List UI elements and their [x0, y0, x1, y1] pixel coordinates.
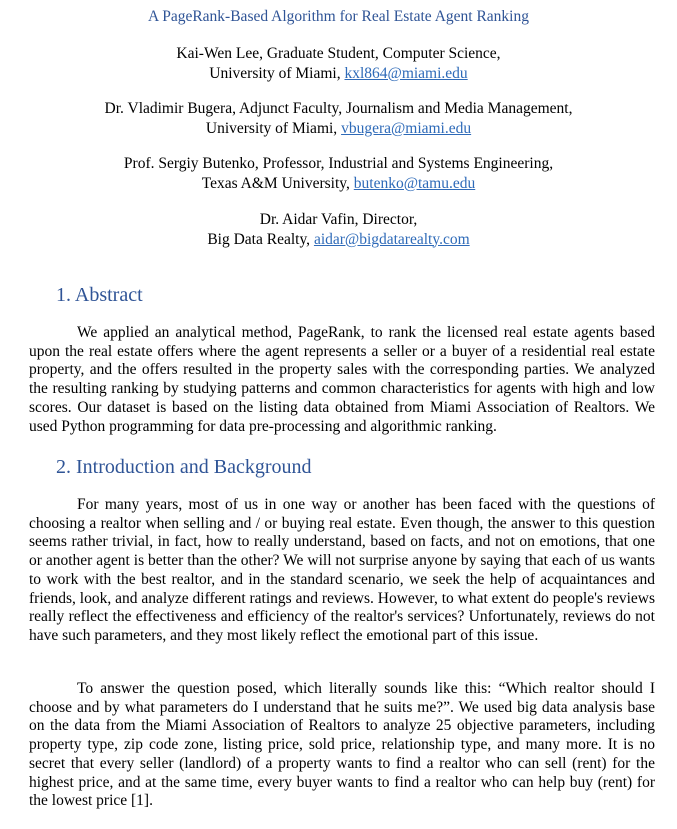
author-1-email-link[interactable]: kxl864@miami.edu	[344, 64, 468, 82]
author-block-3	[0, 154, 677, 193]
author-1-line1: Kai-Wen Lee, Graduate Student, Computer Science,	[176, 45, 501, 62]
author-2-affiliation: University of Miami,	[205, 119, 342, 137]
author-block-1	[0, 44, 677, 83]
paper-title: A PageRank-Based Algorithm for Real Estate Agent Ranking	[148, 8, 529, 25]
intro-paragraph-2: To answer the question posed, which literally sounds like this: “Which realtor should I choose and by what parameters do I understand that he suits me?”. We used big data analysis base on the data from the Miami Association of Realtors to analyze 25 objective parameters, including property type, zip code zone, listing price, sold price, relationship type, and many more. It is no secret that every seller (landlord) of a property wants to find a realtor who can sell (rent) for the highest price, and at the same time, every buyer wants to find a realtor who can help buy (rent) for the lowest price [1].	[29, 680, 655, 810]
author-block-4	[0, 210, 677, 249]
author-4-email-link[interactable]: aidar@bigdatarealty.com	[313, 230, 470, 248]
author-block-2	[0, 99, 677, 138]
author-4-line1: Dr. Aidar Vafin, Director,	[259, 211, 418, 228]
author-3-email-link[interactable]: butenko@tamu.edu	[353, 174, 476, 192]
author-3-line1: Prof. Sergiy Butenko, Professor, Industrial and Systems Engineering,	[123, 155, 554, 172]
author-1-affiliation: University of Miami,	[209, 64, 345, 82]
section-heading-introduction: 2. Introduction and Background	[56, 456, 312, 478]
abstract-paragraph: We applied an analytical method, PageRank, to rank the licensed real estate agents based upon the real estate offers where the agent represents a seller or a buyer of a residential real estate property, and the offers resulted in the property sales with the corresponding parties. We analyzed the resulting ranking by studying patterns and common characteristics for agents with high and low scores. Our dataset is based on the listing data obtained from Miami Association of Realtors. We used Python programming for data pre-processing and algorithmic ranking.	[29, 324, 655, 435]
intro-paragraph-1: For many years, most of us in one way or another has been faced with the questions of choosing a realtor when selling and / or buying real estate. Even though, the answer to this question seems rather trivial, in fact, how to really understand, based on facts, and not on emotions, that one or another agent is better than the other? We will not surprise anyone by saying that each of us wants to work with the best realtor, and in the standard scenario, we seek the help of acquaintances and friends, look, and analyze different ratings and reviews. However, to what extent do people's reviews really reflect the effectiveness and efficiency of the realtor's services? Unfortunately, reviews do not have such parameters, and they most likely reflect the emotional part of this issue.	[29, 496, 655, 644]
author-3-affiliation: Texas A&M University,	[201, 174, 354, 192]
author-2-email-link[interactable]: vbugera@miami.edu	[341, 119, 472, 137]
author-2-line1: Dr. Vladimir Bugera, Adjunct Faculty, Journalism and Media Management,	[104, 100, 573, 117]
author-4-affiliation: Big Data Realty,	[207, 230, 314, 248]
section-heading-abstract: 1. Abstract	[56, 284, 143, 306]
